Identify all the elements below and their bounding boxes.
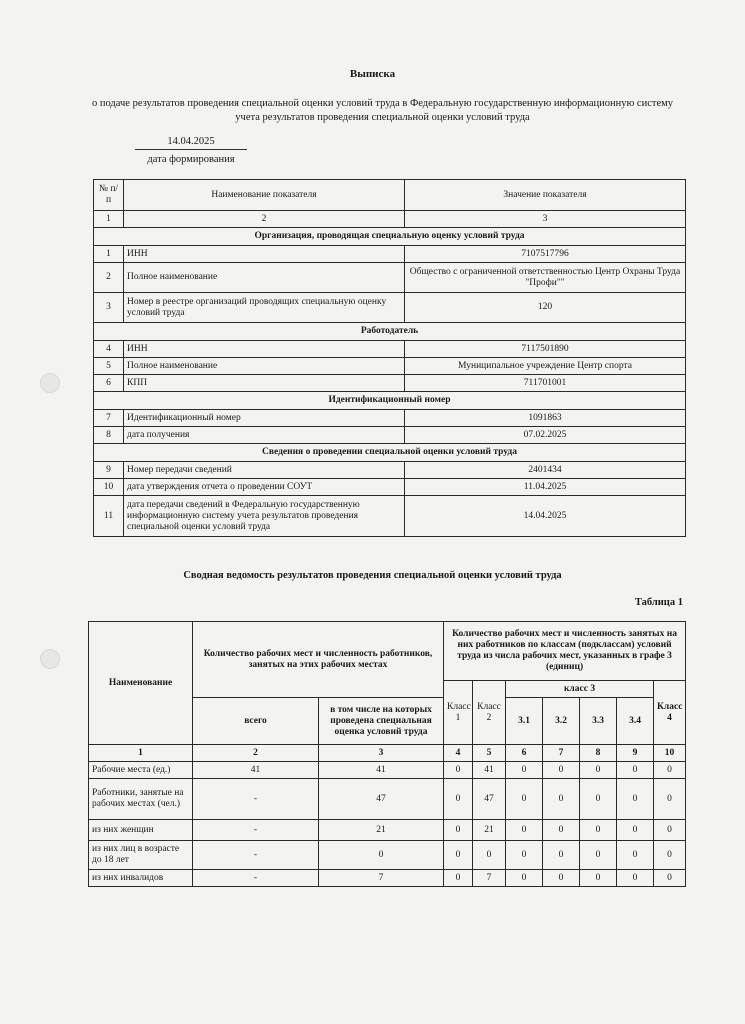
column-number: 8 [580, 745, 617, 762]
summary-row [89, 762, 686, 779]
table-row [94, 358, 686, 375]
summary-row-label: из них лиц в возрасте до 18 лет [89, 841, 193, 870]
table-row [94, 263, 686, 293]
summary-cell: 41 [473, 762, 506, 779]
column-number: 3 [319, 745, 444, 762]
summary-cell: 41 [193, 762, 319, 779]
summary-cell: 0 [319, 841, 444, 870]
indicators-table [93, 179, 686, 537]
table-row [94, 496, 686, 537]
punch-hole-top [40, 373, 60, 393]
row-number: 11 [94, 496, 124, 537]
table-row [94, 462, 686, 479]
summary-cell: 0 [444, 841, 473, 870]
summary-cell: 0 [580, 841, 617, 870]
table-row [94, 246, 686, 263]
row-value: 120 [405, 293, 686, 323]
summary-cell: 0 [617, 870, 654, 887]
summary-cell: - [193, 841, 319, 870]
column-number: 10 [654, 745, 686, 762]
row-number: 10 [94, 479, 124, 496]
row-label: Полное наименование [124, 263, 405, 293]
summary-cell: 0 [654, 841, 686, 870]
summary-cell: 0 [506, 779, 543, 820]
row-value: 2401434 [405, 462, 686, 479]
formation-date: 14.04.2025 [135, 136, 247, 150]
header-class4: Класс 4 [654, 681, 686, 745]
header-group-classes: Количество рабочих мест и численность занятых на них работников по классам (подклассам) условий труда из числа рабочих мест, указанных в графе 3 (единиц) [444, 622, 686, 681]
formation-date-caption: дата формирования [147, 154, 235, 165]
column-number: 6 [506, 745, 543, 762]
row-value: 7117501890 [405, 341, 686, 358]
row-label: Номер в реестре организаций проводящих специальную оценку условий труда [124, 293, 405, 323]
summary-row [89, 779, 686, 820]
column-numbers-row [89, 745, 686, 762]
summary-table [88, 621, 686, 887]
header-sub-3-1: 3.1 [506, 698, 543, 745]
summary-cell: 0 [506, 841, 543, 870]
summary-cell: 0 [444, 762, 473, 779]
summary-cell: 0 [543, 779, 580, 820]
summary-cell: 41 [319, 762, 444, 779]
section-row [94, 323, 686, 341]
summary-cell: 7 [473, 870, 506, 887]
summary-cell: 0 [444, 870, 473, 887]
table-row [94, 375, 686, 392]
summary-row [89, 841, 686, 870]
column-number: 3 [405, 211, 686, 228]
row-label: дата получения [124, 427, 405, 444]
table-row [94, 427, 686, 444]
summary-row [89, 870, 686, 887]
row-label: Идентификационный номер [124, 410, 405, 427]
row-label: КПП [124, 375, 405, 392]
header-sub-3-4: 3.4 [617, 698, 654, 745]
row-value: 14.04.2025 [405, 496, 686, 537]
row-number: 9 [94, 462, 124, 479]
document-subtitle: о подаче результатов проведения специальной оценки условий труда в Федеральную государственную информационную систему учета результатов проведения специальной оценки условий труда [91, 98, 674, 123]
header-indicator-value: Значение показателя [405, 180, 686, 211]
column-numbers-row [94, 211, 686, 228]
header-name: Наименование [89, 622, 193, 745]
row-value: 711701001 [405, 375, 686, 392]
row-number: 4 [94, 341, 124, 358]
summary-cell: 0 [444, 820, 473, 841]
summary-row-label: Рабочие места (ед.) [89, 762, 193, 779]
document-title: Выписка [349, 68, 396, 80]
column-number: 4 [444, 745, 473, 762]
summary-cell: 0 [543, 762, 580, 779]
summary-row [89, 820, 686, 841]
summary-cell: - [193, 820, 319, 841]
column-number: 2 [193, 745, 319, 762]
table-row [94, 293, 686, 323]
summary-cell: 0 [444, 779, 473, 820]
header-class2: Класс 2 [473, 681, 506, 745]
summary-cell: 21 [319, 820, 444, 841]
row-number: 6 [94, 375, 124, 392]
summary-cell: 0 [654, 779, 686, 820]
section-org-heading: Организация, проводящая специальную оценку условий труда [94, 228, 686, 246]
formation-date-block [135, 136, 247, 165]
row-value: 11.04.2025 [405, 479, 686, 496]
summary-cell: - [193, 779, 319, 820]
table-header-row [94, 180, 686, 211]
section-row [94, 228, 686, 246]
summary-cell: 0 [580, 762, 617, 779]
summary-cell: 0 [580, 870, 617, 887]
header-group-places: Количество рабочих мест и численность работников, занятых на этих рабочих местах [193, 622, 444, 698]
summary-cell: 0 [506, 870, 543, 887]
summary-cell: 0 [473, 841, 506, 870]
summary-cell: 7 [319, 870, 444, 887]
row-value: Общество с ограниченной ответственностью Центр Охраны Труда "Профи"" [405, 263, 686, 293]
header-num: № п/п [94, 180, 124, 211]
header-class3: класс 3 [506, 681, 654, 698]
summary-header-row [89, 622, 686, 681]
summary-cell: 0 [654, 762, 686, 779]
summary-cell: 0 [654, 870, 686, 887]
row-value: 07.02.2025 [405, 427, 686, 444]
row-label: Полное наименование [124, 358, 405, 375]
summary-row-label: из них инвалидов [89, 870, 193, 887]
header-sub-3-2: 3.2 [543, 698, 580, 745]
header-total: всего [193, 698, 319, 745]
summary-cell: 0 [617, 820, 654, 841]
row-label: дата утверждения отчета о проведении СОУТ [124, 479, 405, 496]
table-row [94, 341, 686, 358]
row-label: Номер передачи сведений [124, 462, 405, 479]
summary-cell: 0 [506, 762, 543, 779]
row-value: 7107517796 [405, 246, 686, 263]
punch-hole-bottom [40, 649, 60, 669]
section-row [94, 444, 686, 462]
column-number: 9 [617, 745, 654, 762]
summary-cell: 0 [580, 820, 617, 841]
summary-cell: 0 [617, 841, 654, 870]
summary-cell: 0 [617, 762, 654, 779]
section-ident-heading: Идентификационный номер [94, 392, 686, 410]
header-indicator-name: Наименование показателя [124, 180, 405, 211]
summary-title: Сводная ведомость результатов проведения специальной оценки условий труда [183, 570, 562, 581]
section-info-heading: Сведения о проведении специальной оценки условий труда [94, 444, 686, 462]
row-number: 5 [94, 358, 124, 375]
row-number: 2 [94, 263, 124, 293]
summary-row-label: из них женщин [89, 820, 193, 841]
summary-cell: - [193, 870, 319, 887]
summary-cell: 0 [543, 820, 580, 841]
header-class1: Класс 1 [444, 681, 473, 745]
summary-cell: 47 [473, 779, 506, 820]
row-number: 8 [94, 427, 124, 444]
summary-cell: 0 [543, 870, 580, 887]
table-label: Таблица 1 [634, 597, 683, 608]
column-number: 5 [473, 745, 506, 762]
summary-row-label: Работники, занятые на рабочих местах (чел.) [89, 779, 193, 820]
summary-cell: 0 [654, 820, 686, 841]
row-label: ИНН [124, 246, 405, 263]
row-number: 7 [94, 410, 124, 427]
summary-cell: 0 [543, 841, 580, 870]
summary-cell: 21 [473, 820, 506, 841]
summary-cell: 0 [617, 779, 654, 820]
summary-cell: 47 [319, 779, 444, 820]
row-number: 3 [94, 293, 124, 323]
row-value: Муниципальное учреждение Центр спорта [405, 358, 686, 375]
column-number: 7 [543, 745, 580, 762]
section-employer-heading: Работодатель [94, 323, 686, 341]
column-number: 1 [94, 211, 124, 228]
row-label: дата передачи сведений в Федеральную государственную информационную систему учета результатов проведения специальной оценки условий труда [124, 496, 405, 537]
header-sub-3-3: 3.3 [580, 698, 617, 745]
header-assessed: в том числе на которых проведена специальная оценка условий труда [319, 698, 444, 745]
row-value: 1091863 [405, 410, 686, 427]
section-row [94, 392, 686, 410]
summary-cell: 0 [506, 820, 543, 841]
table-row [94, 479, 686, 496]
table-row [94, 410, 686, 427]
summary-cell: 0 [580, 779, 617, 820]
row-label: ИНН [124, 341, 405, 358]
column-number: 1 [89, 745, 193, 762]
column-number: 2 [124, 211, 405, 228]
row-number: 1 [94, 246, 124, 263]
